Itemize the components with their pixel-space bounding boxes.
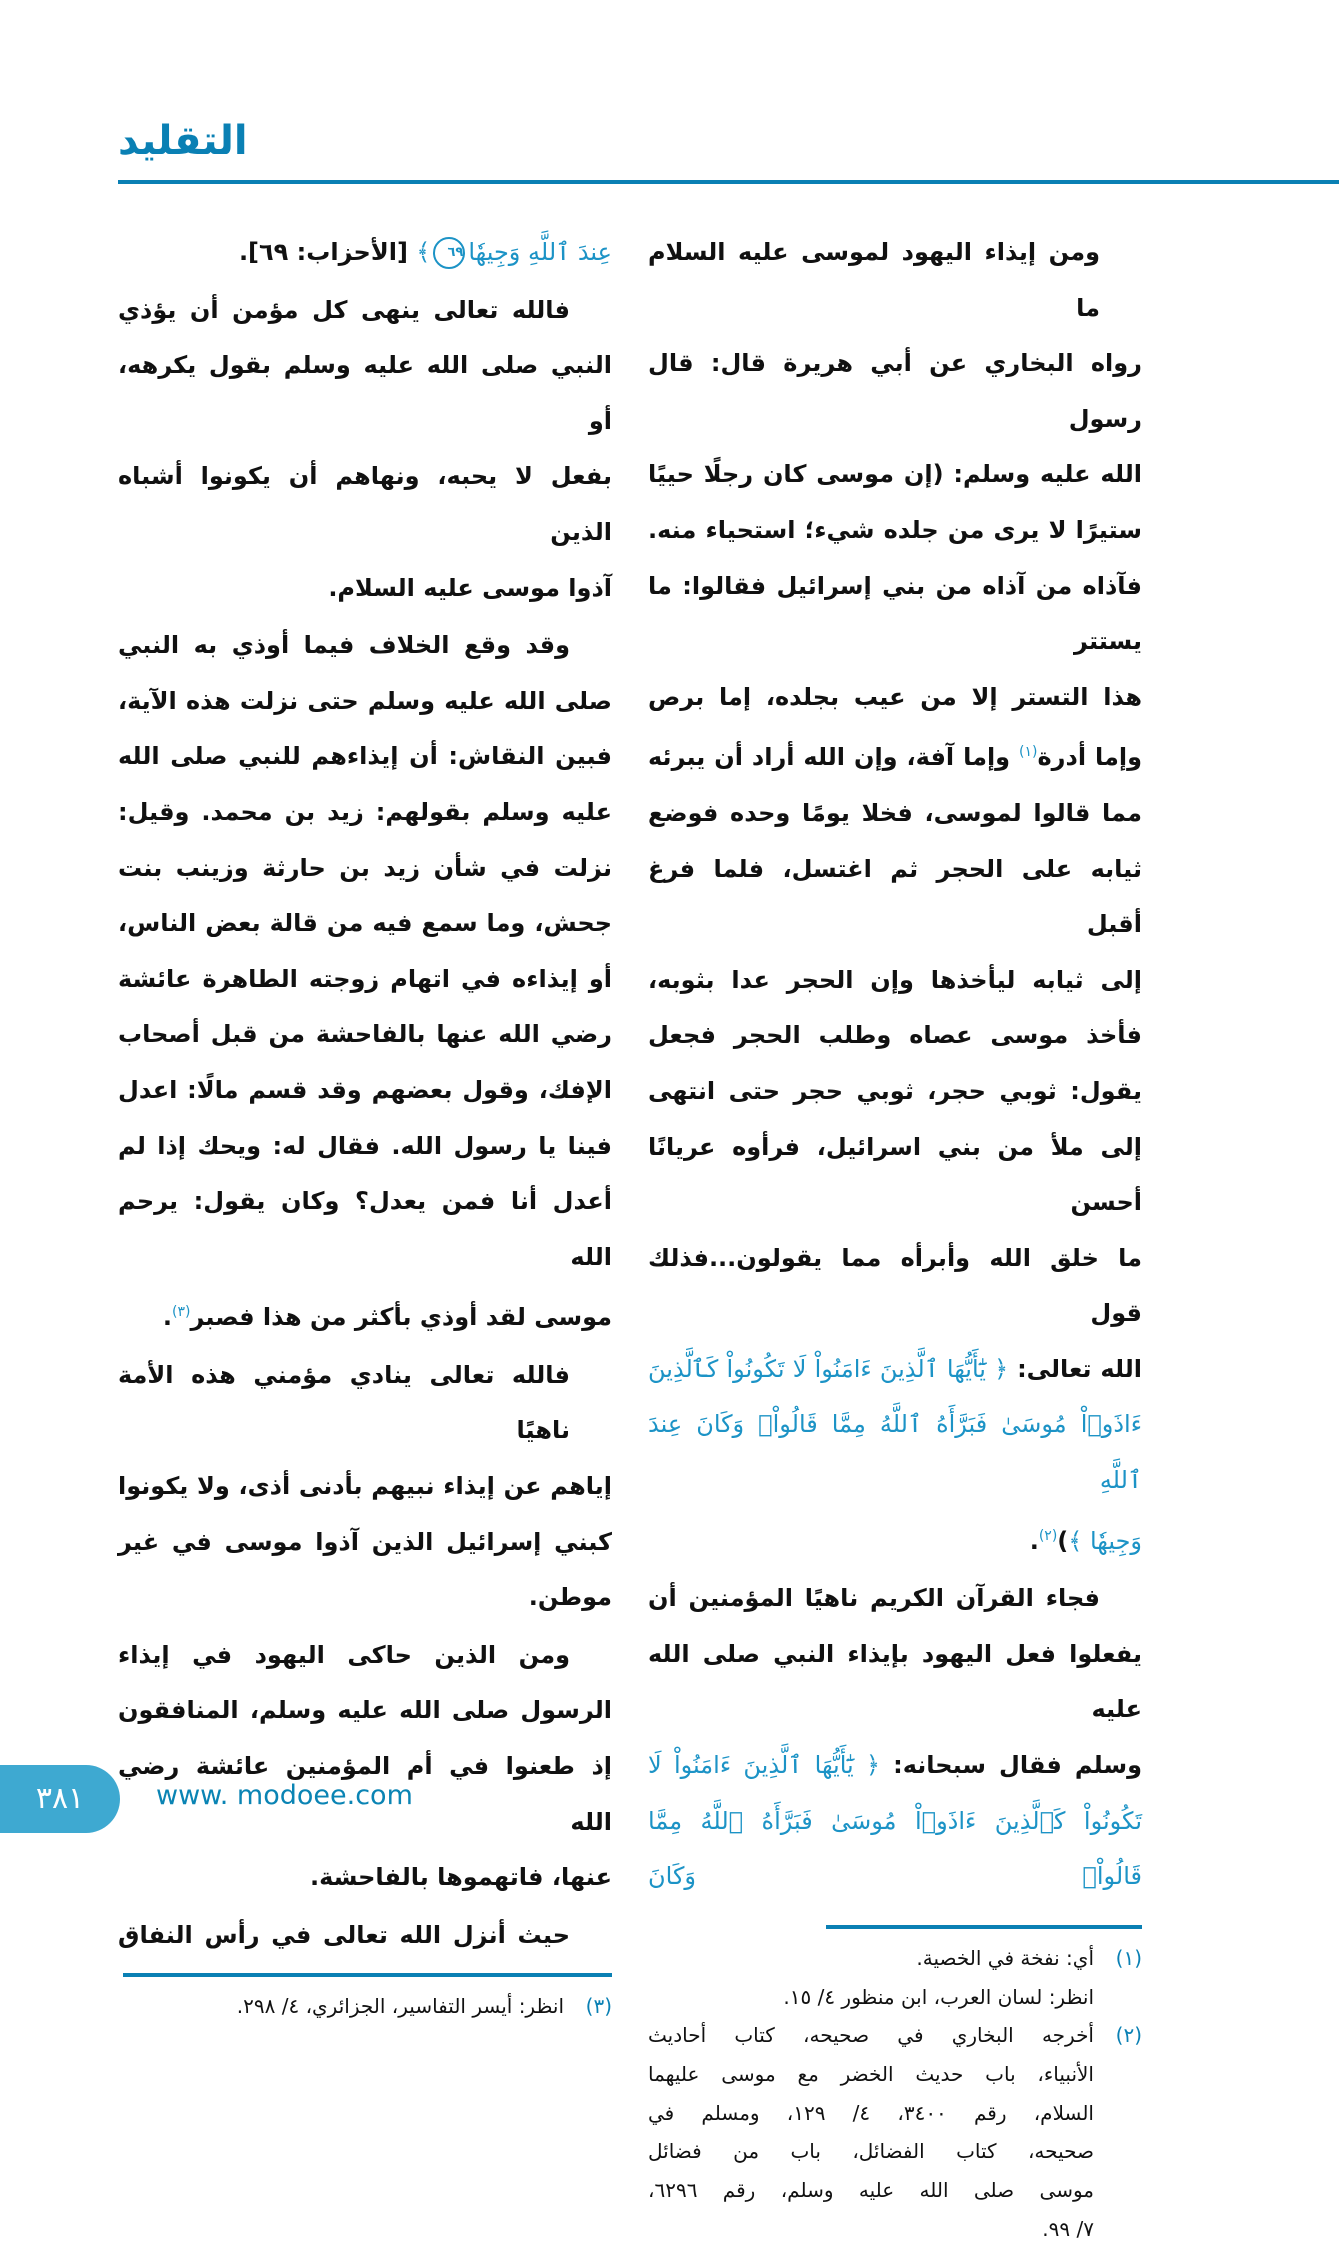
paragraph — [648, 1571, 1142, 1905]
line-text: ثيابه على الحجر ثم اغتسل، فلما فرغ أقبل — [648, 854, 1142, 939]
line-text: صلى الله عليه وسلم حتى نزلت هذه الآية، — [118, 686, 612, 715]
footnote-number: (٣) — [585, 1994, 612, 2019]
line-text: فآذاه من آذاه من بني إسرائيل فقالوا: ما يستتر — [648, 571, 1142, 656]
text-line — [648, 336, 1142, 447]
line-text: [الأحزاب: ٦٩]. — [238, 238, 417, 266]
text-line — [648, 1627, 1142, 1738]
line-text: الله تعالى: — [1008, 1354, 1142, 1383]
quran-verse-text: ﴿ يَٰٓأَيُّهَا ٱلَّذِينَ ءَامَنُواْ لَا تَكُونُواْ كَٱلَّذِينَ — [648, 1354, 1009, 1383]
left-footnote-divider — [123, 1973, 612, 1977]
text-line — [118, 1174, 612, 1285]
text-line — [118, 283, 612, 339]
line-text: عليه وسلم بقولهم: زيد بن محمد. وقيل: — [118, 797, 612, 826]
line-text: فبين النقاش: أن إيذاءهم للنبي صلى الله — [118, 742, 612, 771]
text-line — [118, 952, 612, 1008]
line-text: رضي الله عنها بالفاحشة من قبل أصحاب — [118, 1020, 612, 1049]
line-text: جحش، وما سمع فيه من قالة بعض الناس، — [118, 909, 612, 938]
footnote-text — [648, 2016, 1094, 2248]
line-text: يفعلوا فعل اليهود بإيذاء النبي صلى الله عليه — [648, 1639, 1142, 1724]
footnote-line: السلام، رقم ٣٤٠٠، ٤/ ١٢٩، ومسلم في — [648, 2100, 1094, 2125]
line-text: ما خلق الله وأبرأه مما يقولون...فذلك قول — [648, 1243, 1142, 1328]
text-line — [118, 1570, 612, 1626]
right-footnotes — [648, 1939, 1142, 2248]
line-text: وسلم فقال سبحانه: — [880, 1751, 1142, 1780]
line-text: ومن إيذاء اليهود لموسى عليه السلام ما — [648, 238, 1100, 322]
quran-verse-text: تَكُونُواْ كَٱلَّذِينَ ءَاذَوۡاْ مُوسَىٰ فَبَرَّأَهُ ٱللَّهُ مِمَّا قَالُواْۚ وَكَانَ — [648, 1806, 1142, 1891]
website-link[interactable]: www. modoee.com — [156, 1780, 413, 1811]
text-line — [118, 729, 612, 785]
text-line — [118, 1628, 612, 1684]
line-text: فأخذ موسى عصاه وطلب الحجر فجعل — [648, 1021, 1142, 1050]
header-divider — [118, 180, 1339, 184]
left-column — [118, 225, 612, 2026]
line-text: ومن الذين حاكى اليهود في إيذاء — [118, 1640, 570, 1669]
footnote-text — [648, 1939, 1094, 2016]
footnote-reference[interactable]: (١) — [1019, 744, 1038, 761]
line-text: فجاء القرآن الكريم ناهيًا المؤمنين أن — [648, 1584, 1100, 1613]
text-line — [648, 503, 1142, 559]
ayah-number-marker: ٦٩ — [433, 237, 465, 269]
line-text: مما قالوا لموسى، فخلا يومًا وحده فوضع — [648, 798, 1142, 827]
text-line — [118, 785, 612, 841]
line-text: آذوا موسى عليه السلام. — [328, 573, 612, 602]
text-line — [118, 1459, 612, 1515]
text-line — [118, 338, 612, 449]
text-line — [118, 841, 612, 897]
text-line — [648, 225, 1142, 336]
page-number-badge: ٣٨١ — [0, 1765, 120, 1833]
text-line — [648, 725, 1142, 786]
line-text: أو إيذاءه في اتهام زوجته الطاهرة عائشة — [118, 964, 612, 993]
text-line — [648, 1794, 1142, 1905]
text-line — [648, 1064, 1142, 1120]
text-line — [118, 618, 612, 674]
paragraph — [648, 225, 1142, 1569]
line-text: أعدل أنا فمن يعدل؟ وكان يقول: يرحم الله — [118, 1187, 612, 1271]
line-text: وقد وقع الخلاف فيما أوذي به النبي — [118, 631, 570, 660]
text-line — [648, 1397, 1142, 1508]
paragraph — [118, 283, 612, 617]
line-text: كبني إسرائيل الذين آذوا موسى في غير — [118, 1527, 612, 1556]
text-line — [648, 1120, 1142, 1231]
text-line — [118, 1683, 612, 1739]
footnote-line: موسى صلى الله عليه وسلم، رقم ٦٢٩٦، — [648, 2178, 1094, 2203]
text-line — [118, 1119, 612, 1175]
footnote-reference[interactable]: (٣) — [172, 1304, 191, 1321]
text-line — [648, 447, 1142, 503]
line-text: الرسول صلى الله عليه وسلم، المنافقون — [118, 1696, 612, 1725]
text-line — [118, 1063, 612, 1119]
line-text: إلى ثيابه ليأخذها وإن الحجر عدا بثوبه، — [648, 965, 1142, 994]
line-text: نزلت في شأن زيد بن حارثة وزينب بنت — [118, 853, 612, 882]
paragraph-gap — [118, 1963, 612, 1965]
quran-verse-text: ﴿ يَٰٓأَيُّهَا ٱلَّذِينَ ءَامَنُواْ لَا — [648, 1751, 881, 1780]
line-text: ) — [1057, 1526, 1069, 1555]
right-footnote-divider — [826, 1925, 1142, 1929]
text-line — [648, 1738, 1142, 1794]
text-line — [648, 1509, 1142, 1570]
line-text: حيث أنزل الله تعالى في رأس النفاق — [118, 1920, 570, 1949]
line-text: إلى ملأ من بني اسرائيل، فرأوه عريانًا أحسن — [648, 1132, 1142, 1217]
text-line — [118, 674, 612, 730]
footnote-line: صحيحه، كتاب الفضائل، باب من فضائل — [648, 2139, 1094, 2164]
text-line — [118, 1007, 612, 1063]
text-line — [118, 561, 612, 617]
footnote-number: (٢) — [1115, 2023, 1142, 2048]
footnote-line: انظر: أيسر التفاسير، الجزائري، ٤/ ٢٩٨. — [236, 1994, 564, 2019]
footnote-line: أخرجه البخاري في صحيحه، كتاب أحاديث — [648, 2023, 1094, 2048]
line-text: وإما أدرة — [1037, 743, 1142, 772]
text-line — [648, 1571, 1142, 1627]
footnote-reference[interactable]: (٢) — [1038, 1527, 1058, 1544]
line-text: الله عليه وسلم: (إن موسى كان رجلًا حييًا — [648, 460, 1142, 489]
right-text-column — [648, 225, 1142, 1907]
line-text: يقول: ثوبي حجر، ثوبي حجر حتى انتهى — [648, 1076, 1142, 1105]
text-line — [648, 842, 1142, 953]
left-text-column — [118, 225, 612, 1965]
paragraph — [118, 1348, 612, 1626]
footnote-line: الأنبياء، باب حديث الخضر مع موسى عليهما — [648, 2061, 1094, 2086]
text-line — [118, 449, 612, 560]
text-line — [648, 670, 1142, 726]
line-text: فالله تعالى ينهى كل مؤمن أن يؤذي — [118, 295, 570, 324]
line-text: بفعل لا يحبه، ونهاهم أن يكونوا أشباه الذين — [118, 462, 612, 546]
line-text: رواه البخاري عن أبي هريرة قال: قال رسول — [648, 349, 1142, 433]
footnote-line: ٧/ ٩٩. — [1042, 2216, 1094, 2241]
footnote — [648, 1939, 1142, 2016]
text-line — [648, 953, 1142, 1009]
left-footnotes — [118, 1987, 612, 2026]
right-column — [648, 225, 1142, 2248]
footnote — [118, 1987, 612, 2026]
quran-verse-text: ءَاذَوۡاْ مُوسَىٰ فَبَرَّأَهُ ٱللَّهُ مِمَّا قَالُواْۚ وَكَانَ عِندَ ٱللَّهِ — [648, 1410, 1142, 1495]
text-line — [118, 1908, 612, 1964]
footnote-text — [118, 1987, 564, 2026]
line-text: عنها، فاتهموها بالفاحشة. — [310, 1863, 612, 1892]
line-text: . — [1029, 1526, 1039, 1555]
text-line — [118, 1348, 612, 1459]
text-line — [118, 1850, 612, 1906]
text-line — [648, 786, 1142, 842]
footnote-line: انظر: لسان العرب، ابن منظور ٤/ ١٥. — [783, 1984, 1094, 2009]
line-text: وإما آفة، وإن الله أراد أن يبرئه — [648, 743, 1020, 772]
line-text: . — [162, 1303, 173, 1332]
quran-verse-text: عِندَ ٱللَّهِ وَجِيهٗا — [468, 238, 612, 266]
line-text: إذ طعنوا في أم المؤمنين عائشة رضي الله — [118, 1752, 612, 1836]
line-text: ستيرًا لا يرى من جلده شيء؛ استحياء منه. — [648, 515, 1142, 544]
text-line — [648, 559, 1142, 670]
footnote — [648, 2016, 1142, 2248]
paragraph — [118, 1908, 612, 1964]
text-line — [648, 1231, 1142, 1342]
line-text: فالله تعالى ينادي مؤمني هذه الأمة ناهيًا — [118, 1360, 570, 1445]
paragraph-gap — [648, 1905, 1142, 1907]
paragraph — [118, 1628, 612, 1906]
footnote-line: أي: نفخة في الخصية. — [916, 1945, 1094, 1970]
text-line — [118, 1515, 612, 1571]
quran-verse-text: ﴾ — [416, 238, 431, 266]
line-text: فينا يا رسول الله. فقال له: ويحك إذا لم — [118, 1131, 612, 1160]
text-line — [118, 225, 612, 281]
line-text: موسى لقد أوذي بأكثر من هذا فصبر — [190, 1303, 612, 1332]
text-line — [648, 1008, 1142, 1064]
quran-verse-text: وَجِيهٗا ﴾ — [1068, 1526, 1142, 1555]
text-line — [118, 1285, 612, 1346]
line-text: الإفك، وقول بعضهم وقد قسم مالًا: اعدل — [118, 1075, 612, 1104]
line-text: النبي صلى الله عليه وسلم بقول يكرهه، أو — [118, 351, 612, 435]
line-text: موطن. — [528, 1583, 612, 1612]
footnote-number: (١) — [1115, 1945, 1142, 1970]
paragraph — [118, 225, 612, 281]
text-line — [118, 896, 612, 952]
paragraph — [118, 618, 612, 1346]
chapter-title: التقليد — [118, 118, 248, 164]
line-text: إياهم عن إيذاء نبيهم بأدنى أذى، ولا يكونوا — [118, 1472, 612, 1501]
text-line — [648, 1342, 1142, 1398]
line-text: هذا التستر إلا من عيب بجلده، إما برص — [648, 682, 1142, 711]
